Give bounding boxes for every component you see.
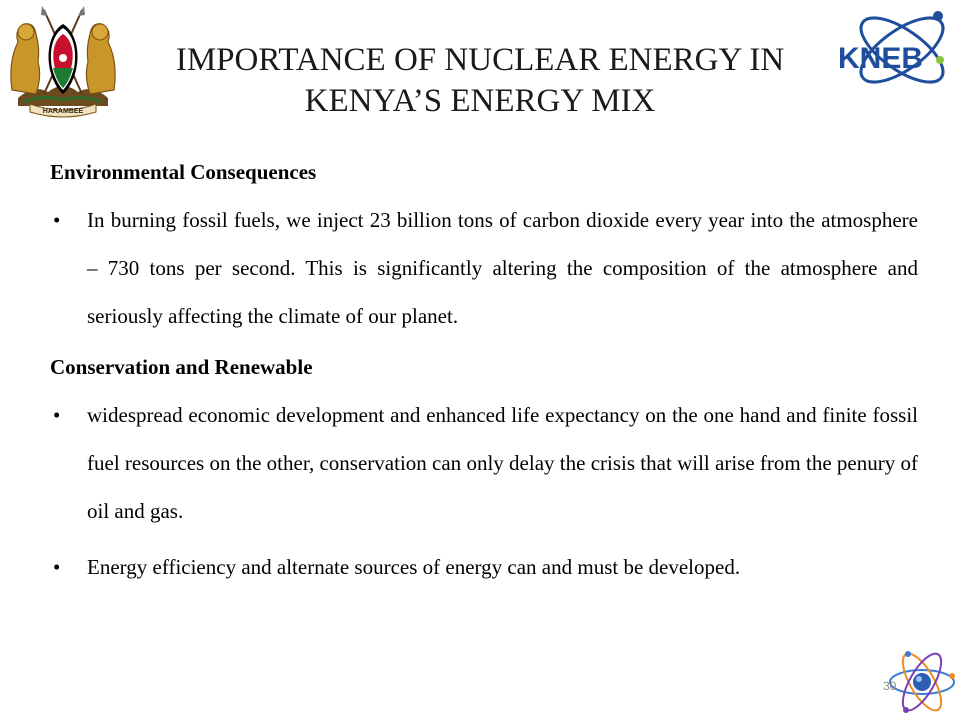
page-number: 30 [883, 679, 897, 693]
section-heading-environmental: Environmental Consequences [50, 160, 317, 184]
kenya-coat-of-arms-logo [4, 2, 122, 120]
slide-title-line-1: IMPORTANCE OF NUCLEAR ENERGY IN [175, 42, 785, 78]
bullet-item [50, 391, 918, 535]
harambee-motto: HARAMBEE [42, 108, 84, 115]
kneb-logo [834, 2, 956, 98]
bullet-dot-icon: • [53, 555, 61, 579]
bullet-dot-icon: • [53, 208, 61, 232]
section-heading-conservation: Conservation and Renewable [50, 355, 313, 379]
bullet-item [50, 196, 918, 340]
bullet-text: Energy efficiency and alternate sources of energy can and must be developed. [87, 555, 741, 579]
slide-title-line-2: KENYA’S ENERGY MIX [304, 83, 656, 119]
bullet-text: widespread economic development and enhanced life expectancy on the one hand and finite fossil fuel resources on the other, conservation can only delay the crisis that will arise from the penury of oil and gas. [87, 403, 918, 523]
slide-body [50, 157, 918, 591]
bullet-dot-icon: • [53, 403, 61, 427]
bullet-item [50, 543, 918, 591]
slide-title [120, 40, 840, 122]
bullet-text: In burning fossil fuels, we inject 23 billion tons of carbon dioxide every year into the atmosphere – 730 tons per second. This is significantly altering the composition of the atmosphere and seriously affecting the climate of our planet. [87, 208, 918, 328]
kneb-logo-text: KNEB [838, 42, 924, 75]
